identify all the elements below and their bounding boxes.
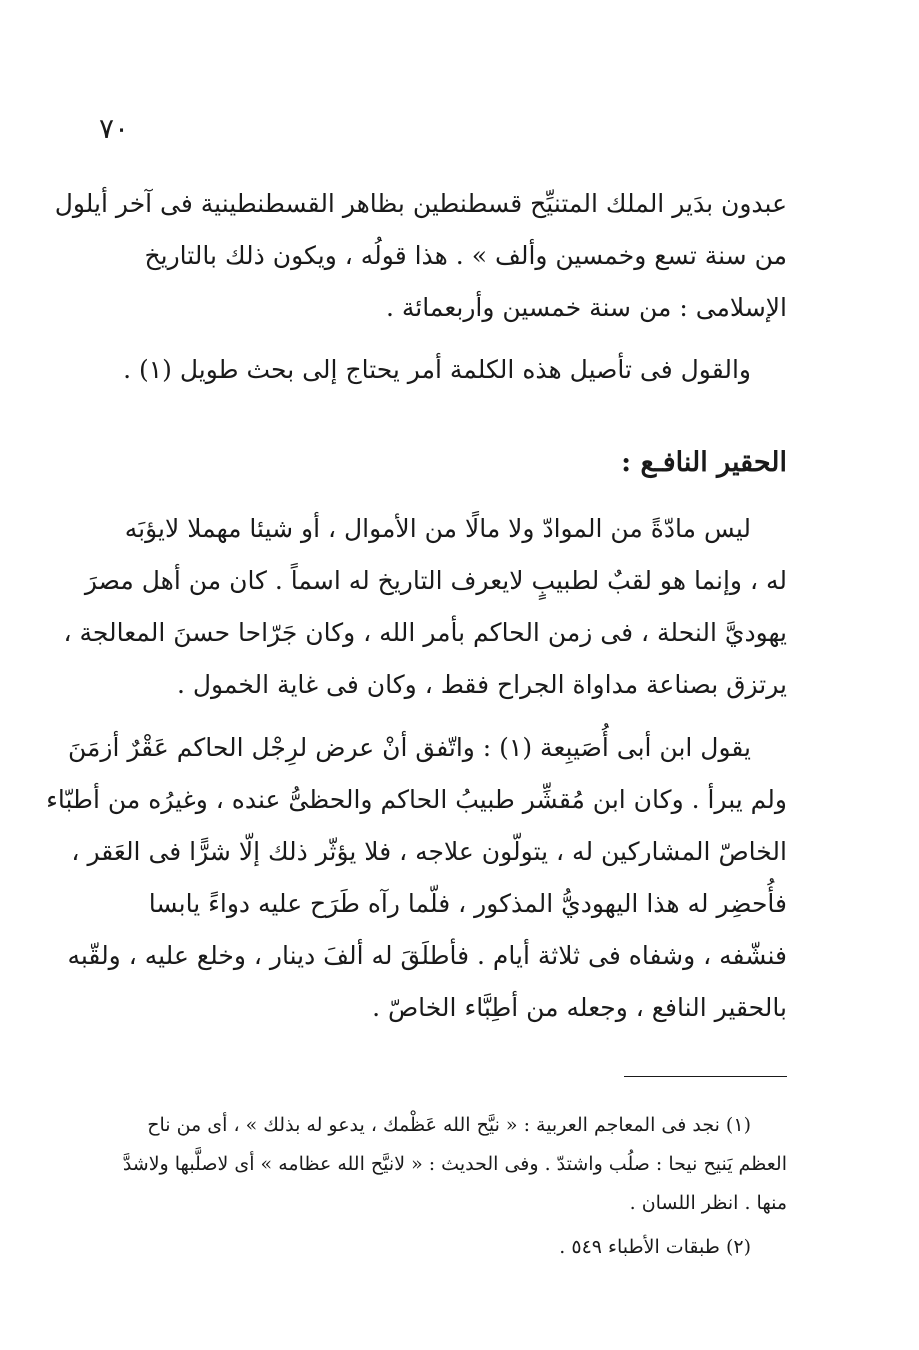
- text-line: الإسلامى : من سنة خمسين وأربعمائة .: [386, 293, 787, 322]
- text-line: فنشّفه ، وشفاه فى ثلاثة أيام . فأطلَقَ له ألفَ دينار ، وخلع عليه ، ولقّبه: [67, 941, 787, 970]
- text-line: يقول ابن أبى أُصَيبِعة (١) : واتّفق أنْ عرض لرِجْل الحاكم عَقْرٌ أزمَنَ: [68, 733, 751, 762]
- section-heading: الحقير النافـع :: [621, 447, 787, 478]
- text-line: والقول فى تأصيل هذه الكلمة أمر يحتاج إلى بحث طويل (١) .: [123, 355, 751, 384]
- footnote-line: (٢) طبقات الأطباء ٥٤٩ .: [559, 1236, 751, 1258]
- paragraph-continued: [54, 178, 787, 334]
- text-line: فأُحضِر له هذا اليهوديُّ المذكور ، فلّما رآه طَرَح عليه دواءً يابسا: [148, 889, 787, 918]
- text-line: الخاصّ المشاركين له ، يتولّون علاجه ، فلا يؤثّر ذلك إلّا شرًّا فى العَقر ،: [71, 837, 787, 866]
- text-line: يرتزق بصناعة مداواة الجراح فقط ، وكان فى غاية الخمول .: [176, 670, 787, 699]
- text-line: من سنة تسع وخمسين وألف » . هذا قولُه ، ويكون ذلك بالتاريخ: [144, 241, 787, 270]
- text-line: عبدون بدَير الملك المتنيِّح قسطنطين بظاهر القسطنطينية فى آخر أيلول: [54, 189, 787, 218]
- page-number: ٧٠: [99, 112, 130, 145]
- footnote-separator: [624, 1076, 787, 1077]
- footnote-1: [115, 1106, 787, 1223]
- text-line: بالحقير النافع ، وجعله من أطِبَّاء الخاصّ .: [372, 993, 787, 1022]
- paragraph-definition: [63, 503, 787, 711]
- paragraph-quote: [46, 722, 787, 1034]
- footnote-line: (١) نجد فى المعاجم العربية : « نيَّح الله عَظْمك ، يدعو له بذلك » ، أى من ناح: [147, 1114, 751, 1136]
- paragraph-etymology: [115, 344, 787, 396]
- footnote-line: العظم يَنيح نيحا : صلُب واشتدّ . وفى الحديث : « لانيَّح الله عظامه » أى لاصلَّبها ولاشدَّ: [122, 1153, 787, 1175]
- text-line: له ، وإنما هو لقبٌ لطبيبٍ لايعرف التاريخ له اسماً . كان من أهل مصرَ: [84, 566, 787, 595]
- text-line: ليس مادّةً من الموادّ ولا مالًا من الأموال ، أو شيئا مهملا لايؤبَه: [124, 514, 751, 543]
- text-line: يهوديَّ النحلة ، فى زمن الحاكم بأمر الله ، وكان جَرّاحا حسنَ المعالجة ،: [63, 618, 787, 647]
- footnote-line: منها . انظر اللسان .: [629, 1192, 787, 1214]
- footnote-2: [115, 1228, 787, 1267]
- text-line: ولم يبرأ . وكان ابن مُقشِّر طبيبُ الحاكم والحظىُّ عنده ، وغيرُه من أطبّاء: [46, 785, 787, 814]
